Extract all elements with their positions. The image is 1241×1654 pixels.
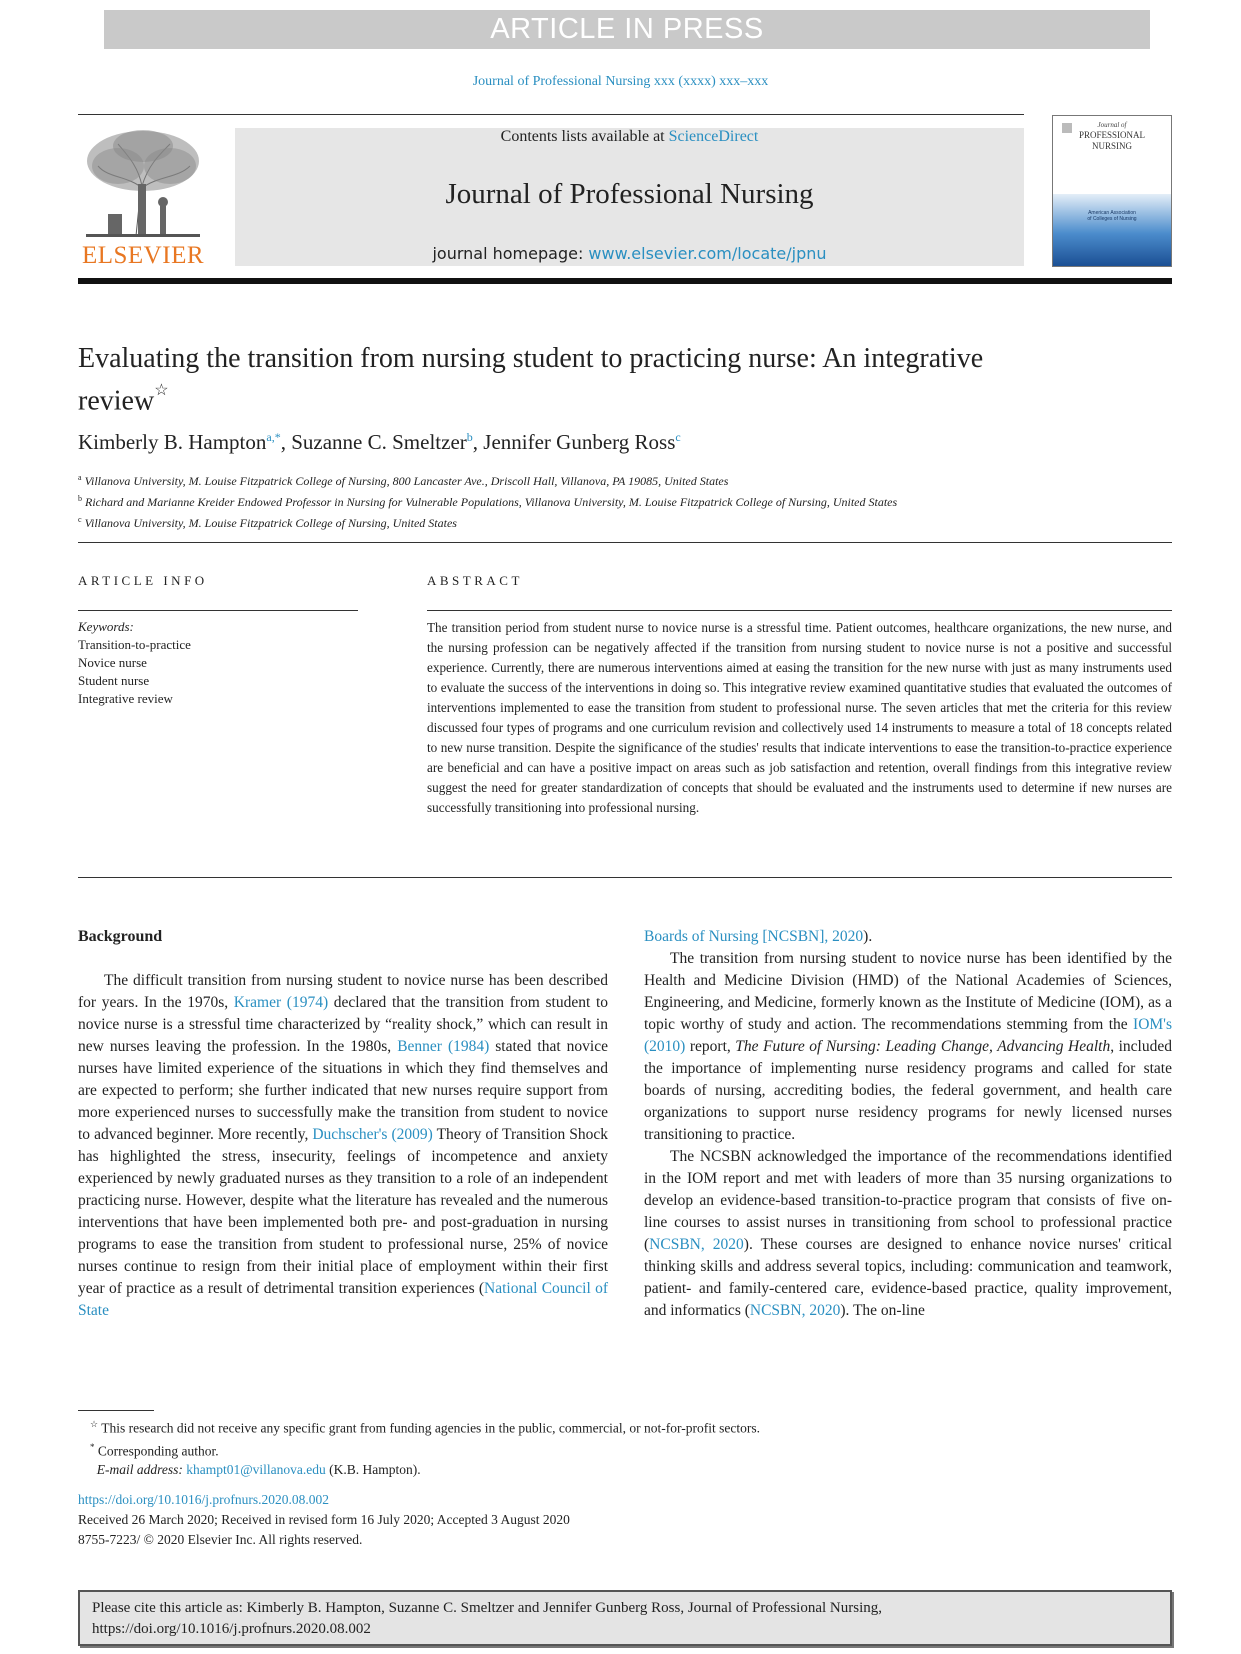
footnotes — [90, 1415, 1170, 1479]
cover-journal-name — [1053, 130, 1171, 152]
affiliation-text: Richard and Marianne Kreider Endowed Professor in Nursing for Vulnerable Populations, Villanova University, M. Louise Fitzpatrick College of Nursing, United States — [85, 495, 898, 509]
sciencedirect-link[interactable]: ScienceDirect — [668, 128, 759, 145]
copyright-line: 8755-7223/ © 2020 Elsevier Inc. All rights reserved. — [78, 1532, 363, 1547]
affiliation-mark: b — [78, 494, 82, 503]
cite-line-2[interactable]: https://doi.org/10.1016/j.profnurs.2020.08.002 — [92, 1621, 371, 1637]
body-text: ). These courses are designed to enhance novice nurses' critical thinking skills and address several topics, including: communication and teamwork, patient- and family-centered care, evidence-based practice, quality improvement, and informatics ( — [644, 1236, 1172, 1319]
body-text: The difficult transition from nursing student to novice nurse has been described for years. In the 1970s, — [78, 972, 608, 1011]
cite-this-article-box — [78, 1590, 1172, 1646]
header-thick-rule — [78, 278, 1172, 284]
cite-line-1: Please cite this article as: Kimberly B. Hampton, Suzanne C. Smeltzer and Jennifer Gunberg Ross, Journal of Professional Nursing, — [92, 1600, 882, 1616]
author-separator: , — [472, 430, 484, 454]
cover-aacn-line1: American Association — [1088, 210, 1136, 216]
citation-link[interactable]: Duchscher's (2009) — [312, 1126, 433, 1143]
author-separator: , — [280, 430, 292, 454]
abstract-rule — [427, 610, 1172, 611]
cover-name-line1: PROFESSIONAL — [1078, 130, 1145, 140]
keyword-item: Integrative review — [78, 691, 173, 706]
article-in-press-banner: ARTICLE IN PRESS — [104, 10, 1150, 49]
cover-aacn-line2: of Colleges of Nursing — [1087, 216, 1137, 222]
contents-available-line — [235, 128, 1024, 146]
body-text: , included the importance of implementing nurse residency programs and called for state boards of nursing, accrediting bodies, the federal government, and health care organizations to support nurse residency programs for newly licensed nurses transitioning to practice. — [644, 1038, 1172, 1143]
citation-link[interactable]: Boards of Nursing [NCSBN], 2020 — [644, 928, 864, 945]
body-paragraph — [644, 948, 1172, 1146]
author-list — [78, 430, 1078, 455]
keywords-block — [78, 618, 358, 708]
article-info-heading: ARTICLE INFO — [78, 573, 208, 588]
article-title-text: Evaluating the transition from nursing student to practicing nurse: An integrative review — [78, 343, 984, 417]
citation-link[interactable]: Benner (1984) — [397, 1038, 490, 1055]
section-heading-background: Background — [78, 928, 163, 945]
header-top-rule — [78, 114, 1024, 115]
journal-cover-thumbnail[interactable] — [1052, 115, 1172, 267]
citation-link[interactable]: IOM's (2010) — [644, 1016, 1172, 1055]
body-text: The NCSBN acknowledged the importance of the recommendations identified in the IOM report and met with leaders of more than 35 nursing organizations to develop an evidence-based transition-to-practice program that consists of five on-line courses to assist nurses in transitioning from school to professional practice ( — [644, 1148, 1172, 1253]
affiliation-mark: c — [78, 515, 82, 524]
body-text: Theory of Transition Shock has highlighted the stress, insecurity, feelings of incompetence and anxiety experienced by newly graduated nurses as they transition to a role of an independent practicing nurse. However, despite what the literature has revealed and the numerous interventions that have been implemented both pre- and post-graduation in nursing programs to ease the transition from student to professional nurse, 25% of novice nurses continue to resign from their initial place of employment within their first year of practice as a result of detrimental transition experiences ( — [78, 1126, 608, 1297]
cover-artwork — [1053, 194, 1171, 266]
body-text: stated that novice nurses have limited experience of the situations in which they find themselves and are expected to perform; she further indicated that new nurses require support from more experienced nurses to successfully make the transition from student to novice to advanced beginner. More recently, — [78, 1038, 608, 1143]
body-column-left — [78, 926, 608, 1322]
affiliation-item — [78, 490, 1172, 511]
author-name[interactable]: Jennifer Gunberg Ross — [483, 430, 676, 454]
journal-masthead — [235, 128, 1024, 266]
affiliation-text: Villanova University, M. Louise Fitzpatrick College of Nursing, United States — [84, 516, 457, 530]
footnote-text: Corresponding author. — [97, 1443, 219, 1458]
citation-link[interactable]: National Council of State — [78, 1280, 608, 1319]
body-paragraph — [644, 1146, 1172, 1322]
contents-prefix: Contents lists available at — [500, 128, 669, 145]
footnote-rule — [78, 1410, 154, 1411]
affiliations — [78, 469, 1172, 532]
affiliation-text: Villanova University, M. Louise Fitzpatrick College of Nursing, 800 Lancaster Ave., Driscoll Hall, Villanova, PA 19085, United States — [84, 474, 729, 488]
citation-link[interactable]: NCSBN, 2020 — [749, 1302, 841, 1319]
article-title — [78, 341, 1078, 419]
abstract-bottom-rule — [78, 877, 1172, 878]
journal-homepage-link[interactable]: www.elsevier.com/locate/jpnu — [588, 244, 827, 263]
cover-journal-of: Journal of — [1097, 121, 1127, 129]
email-footnote — [90, 1460, 1170, 1479]
citation-link[interactable]: NCSBN, 2020 — [649, 1236, 744, 1253]
funding-footnote — [90, 1415, 1170, 1438]
citation-link[interactable]: Kramer (1974) — [233, 994, 329, 1011]
author-name[interactable]: Kimberly B. Hampton — [78, 430, 267, 454]
journal-reference-link[interactable]: Journal of Professional Nursing xxx (xxxx) xxx–xxx — [472, 74, 769, 89]
body-text: ). The on-line — [840, 1302, 925, 1319]
affiliation-mark: a — [78, 473, 82, 482]
email-link[interactable]: khampt01@villanova.edu — [186, 1462, 326, 1477]
body-text: ). — [863, 928, 873, 945]
keyword-item: Novice nurse — [78, 655, 147, 670]
author-affiliation-mark[interactable]: b — [466, 430, 473, 444]
affiliation-item — [78, 469, 1172, 490]
title-footnote-mark[interactable]: ☆ — [154, 382, 169, 399]
body-paragraph — [78, 970, 608, 1322]
footnote-mark: ☆ — [90, 1419, 99, 1429]
journal-title: Journal of Professional Nursing — [445, 178, 814, 210]
cover-top — [1053, 116, 1171, 194]
journal-homepage-line — [235, 244, 1024, 263]
cover-name-line2: NURSING — [1091, 141, 1132, 151]
doi-link[interactable]: https://doi.org/10.1016/j.profnurs.2020.08.002 — [78, 1492, 330, 1507]
body-paragraph-continued — [644, 926, 1172, 948]
footnote-text: This research did not receive any specific grant from funding agencies in the public, commercial, or not-for-profit sectors. — [101, 1420, 760, 1436]
email-owner: (K.B. Hampton). — [325, 1462, 421, 1477]
email-label: E-mail address: — [96, 1462, 183, 1477]
abstract-text: The transition period from student nurse to novice nurse is a stressful time. Patient outcomes, healthcare organizations, the new nurse, and the nursing profession can be negatively affected if the transition from nursing student to novice nurse is not a positive and successful experience. Currently, there are numerous interventions aimed at easing the transition for the new nurse with just as many instruments used to evaluate the success of the interventions in doing so. This integrative review examined quantitative studies that evaluated the outcomes of interventions implemented to ease the transition from student to professional nurse. The seven articles that met the criteria for this review discussed four types of programs and one curriculum revision and collectively used 14 instruments to measure a total of 18 concepts related to new nurse transition. Despite the significance of the studies' results that indicate interventions to ease the transition-to-practice experience are beneficial and can have a positive impact on areas such as job satisfaction and retention, overall findings from this integrative review suggest the need for greater standardization of concepts that should be evaluated and the instruments used to determine if new nurses are successfully transitioning into professional nursing. — [427, 620, 1172, 815]
author-affiliation-mark[interactable]: c — [675, 430, 681, 444]
keyword-item: Transition-to-practice — [78, 637, 191, 652]
body-text: The transition from nursing student to novice nurse has been identified by the Health and Medicine Division (HMD) of the National Academies of Sciences, Engineering, and Medicine, formerly known as the Institute of Medicine (IOM), as a topic worthy of study and action. The recommendations stemming from the — [644, 950, 1172, 1033]
affiliation-item — [78, 511, 1172, 532]
publication-info — [78, 1490, 1078, 1550]
received-dates: Received 26 March 2020; Received in revised form 16 July 2020; Accepted 3 August 2020 — [78, 1512, 570, 1527]
author-name[interactable]: Suzanne C. Smeltzer — [291, 430, 467, 454]
body-text: declared that the transition from student to novice nurse is a stressful time characterized by “reality shock,” which can result in new nurses leaving the profession. In the 1980s, — [78, 994, 609, 1055]
body-column-right — [644, 926, 1172, 1322]
abstract-heading: ABSTRACT — [427, 573, 523, 588]
cover-aacn-text — [1053, 210, 1171, 222]
keywords-label: Keywords: — [78, 619, 134, 634]
front-matter-rule — [78, 542, 1172, 543]
keyword-item: Student nurse — [78, 673, 150, 688]
author-affiliation-mark[interactable]: a,* — [266, 430, 281, 444]
report-title-italic: The Future of Nursing: Leading Change, Advancing Health — [735, 1038, 1111, 1055]
homepage-prefix: journal homepage: — [432, 244, 589, 263]
article-info-rule — [78, 610, 358, 611]
corresponding-author-footnote — [90, 1438, 1170, 1461]
body-text: report, — [685, 1038, 736, 1055]
footnote-mark: * — [90, 1441, 95, 1452]
elsevier-wordmark: ELSEVIER — [81, 242, 205, 269]
